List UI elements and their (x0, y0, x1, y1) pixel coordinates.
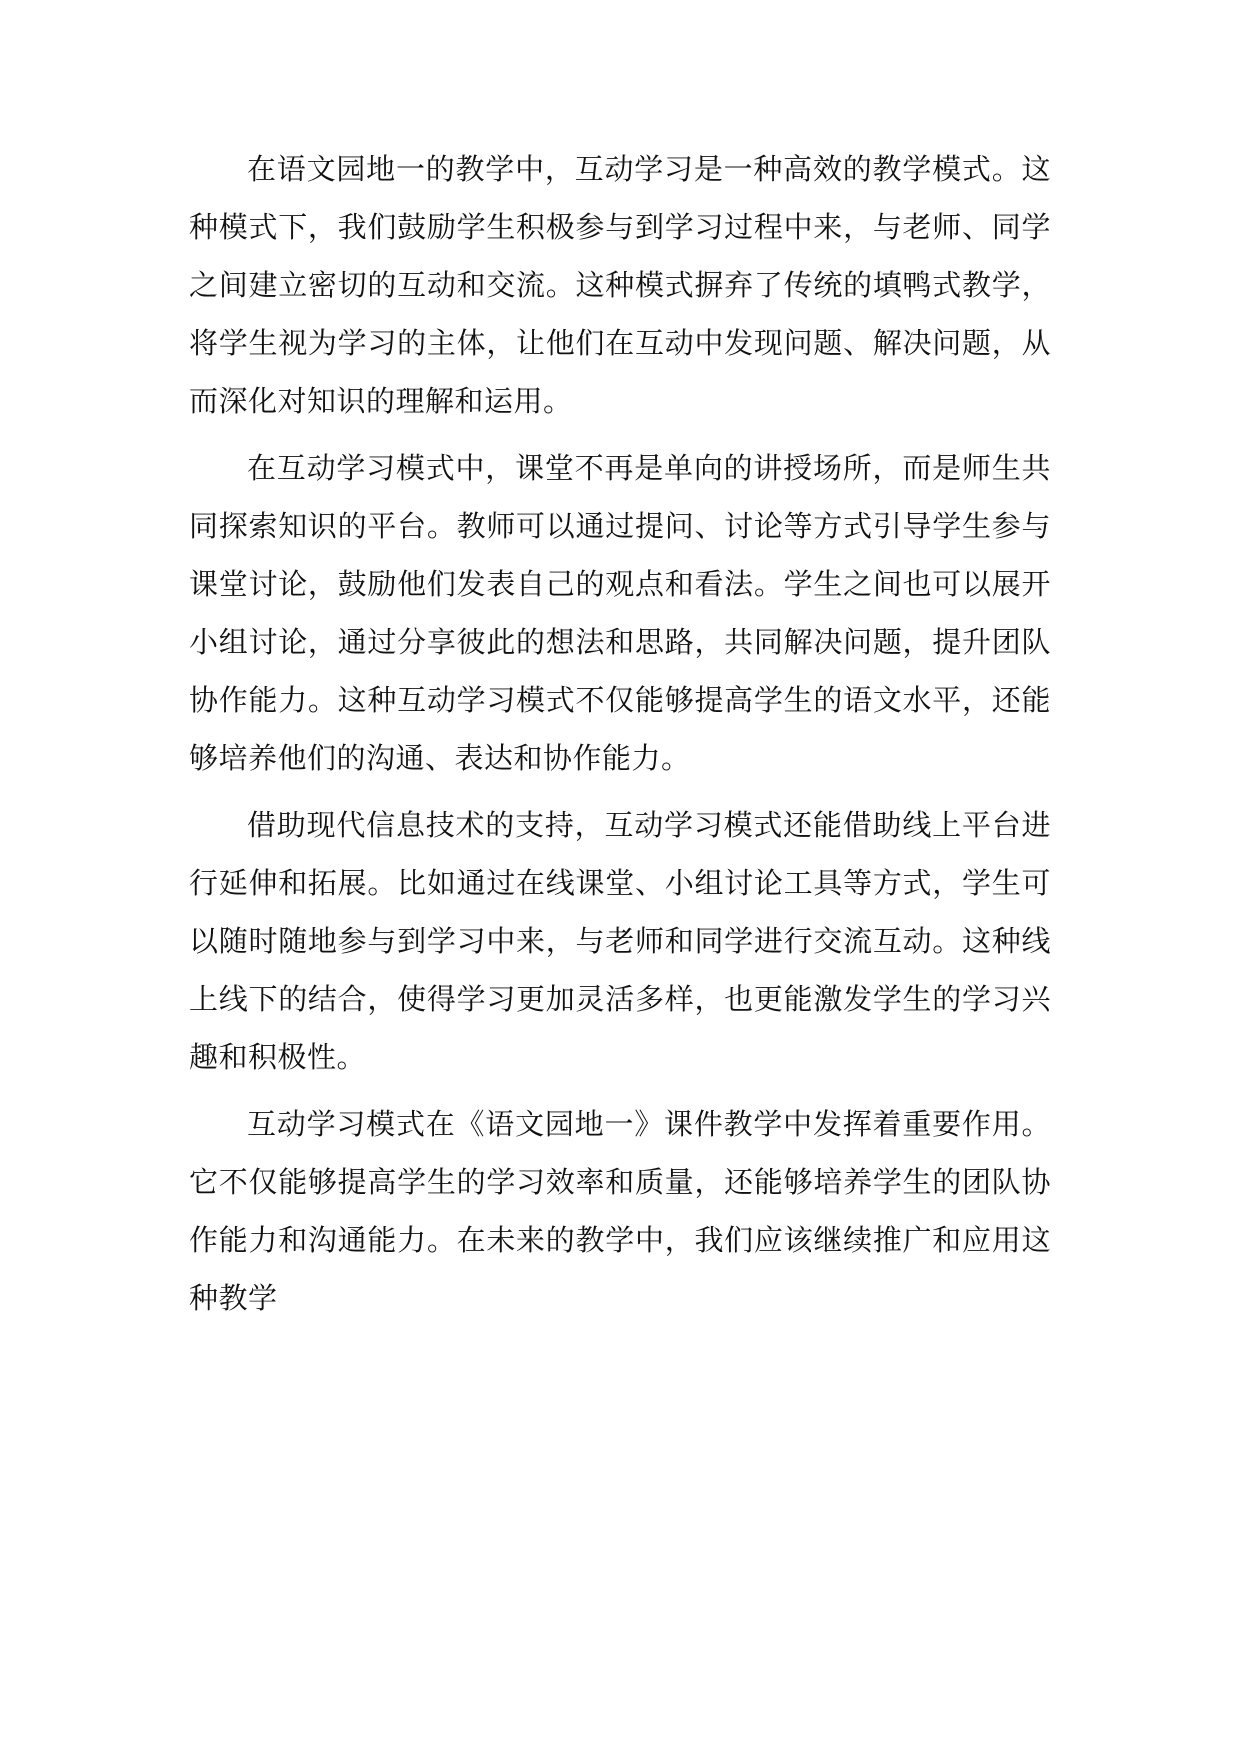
paragraph-2: 在互动学习模式中，课堂不再是单向的讲授场所，而是师生共同探索知识的平台。教师可以通过提问、讨论等方式引导学生参与课堂讨论，鼓励他们发表自己的观点和看法。学生之间也可以展开小组讨论，通过分享彼此的想法和思路，共同解决问题，提升团队协作能力。这种互动学习模式不仅能够提高学生的语文水平，还能够培养他们的沟通、表达和协作能力。 (189, 451, 1051, 775)
paragraph-4: 互动学习模式在《语文园地一》课件教学中发挥着重要作用。它不仅能够提高学生的学习效率和质量，还能够培养学生的团队协作能力和沟通能力。在未来的教学中，我们应该继续推广和应用这种教学 (189, 1107, 1051, 1315)
document-body (189, 140, 1051, 1336)
paragraph-1: 在语文园地一的教学中，互动学习是一种高效的教学模式。这种模式下，我们鼓励学生积极参与到学习过程中来，与老师、同学之间建立密切的互动和交流。这种模式摒弃了传统的填鸭式教学，将学生视为学习的主体，让他们在互动中发现问题、解决问题，从而深化对知识的理解和运用。 (189, 152, 1051, 418)
paragraph-3: 借助现代信息技术的支持，互动学习模式还能借助线上平台进行延伸和拓展。比如通过在线课堂、小组讨论工具等方式，学生可以随时随地参与到学习中来，与老师和同学进行交流互动。这种线上线下的结合，使得学习更加灵活多样，也更能激发学生的学习兴趣和积极性。 (189, 808, 1051, 1074)
